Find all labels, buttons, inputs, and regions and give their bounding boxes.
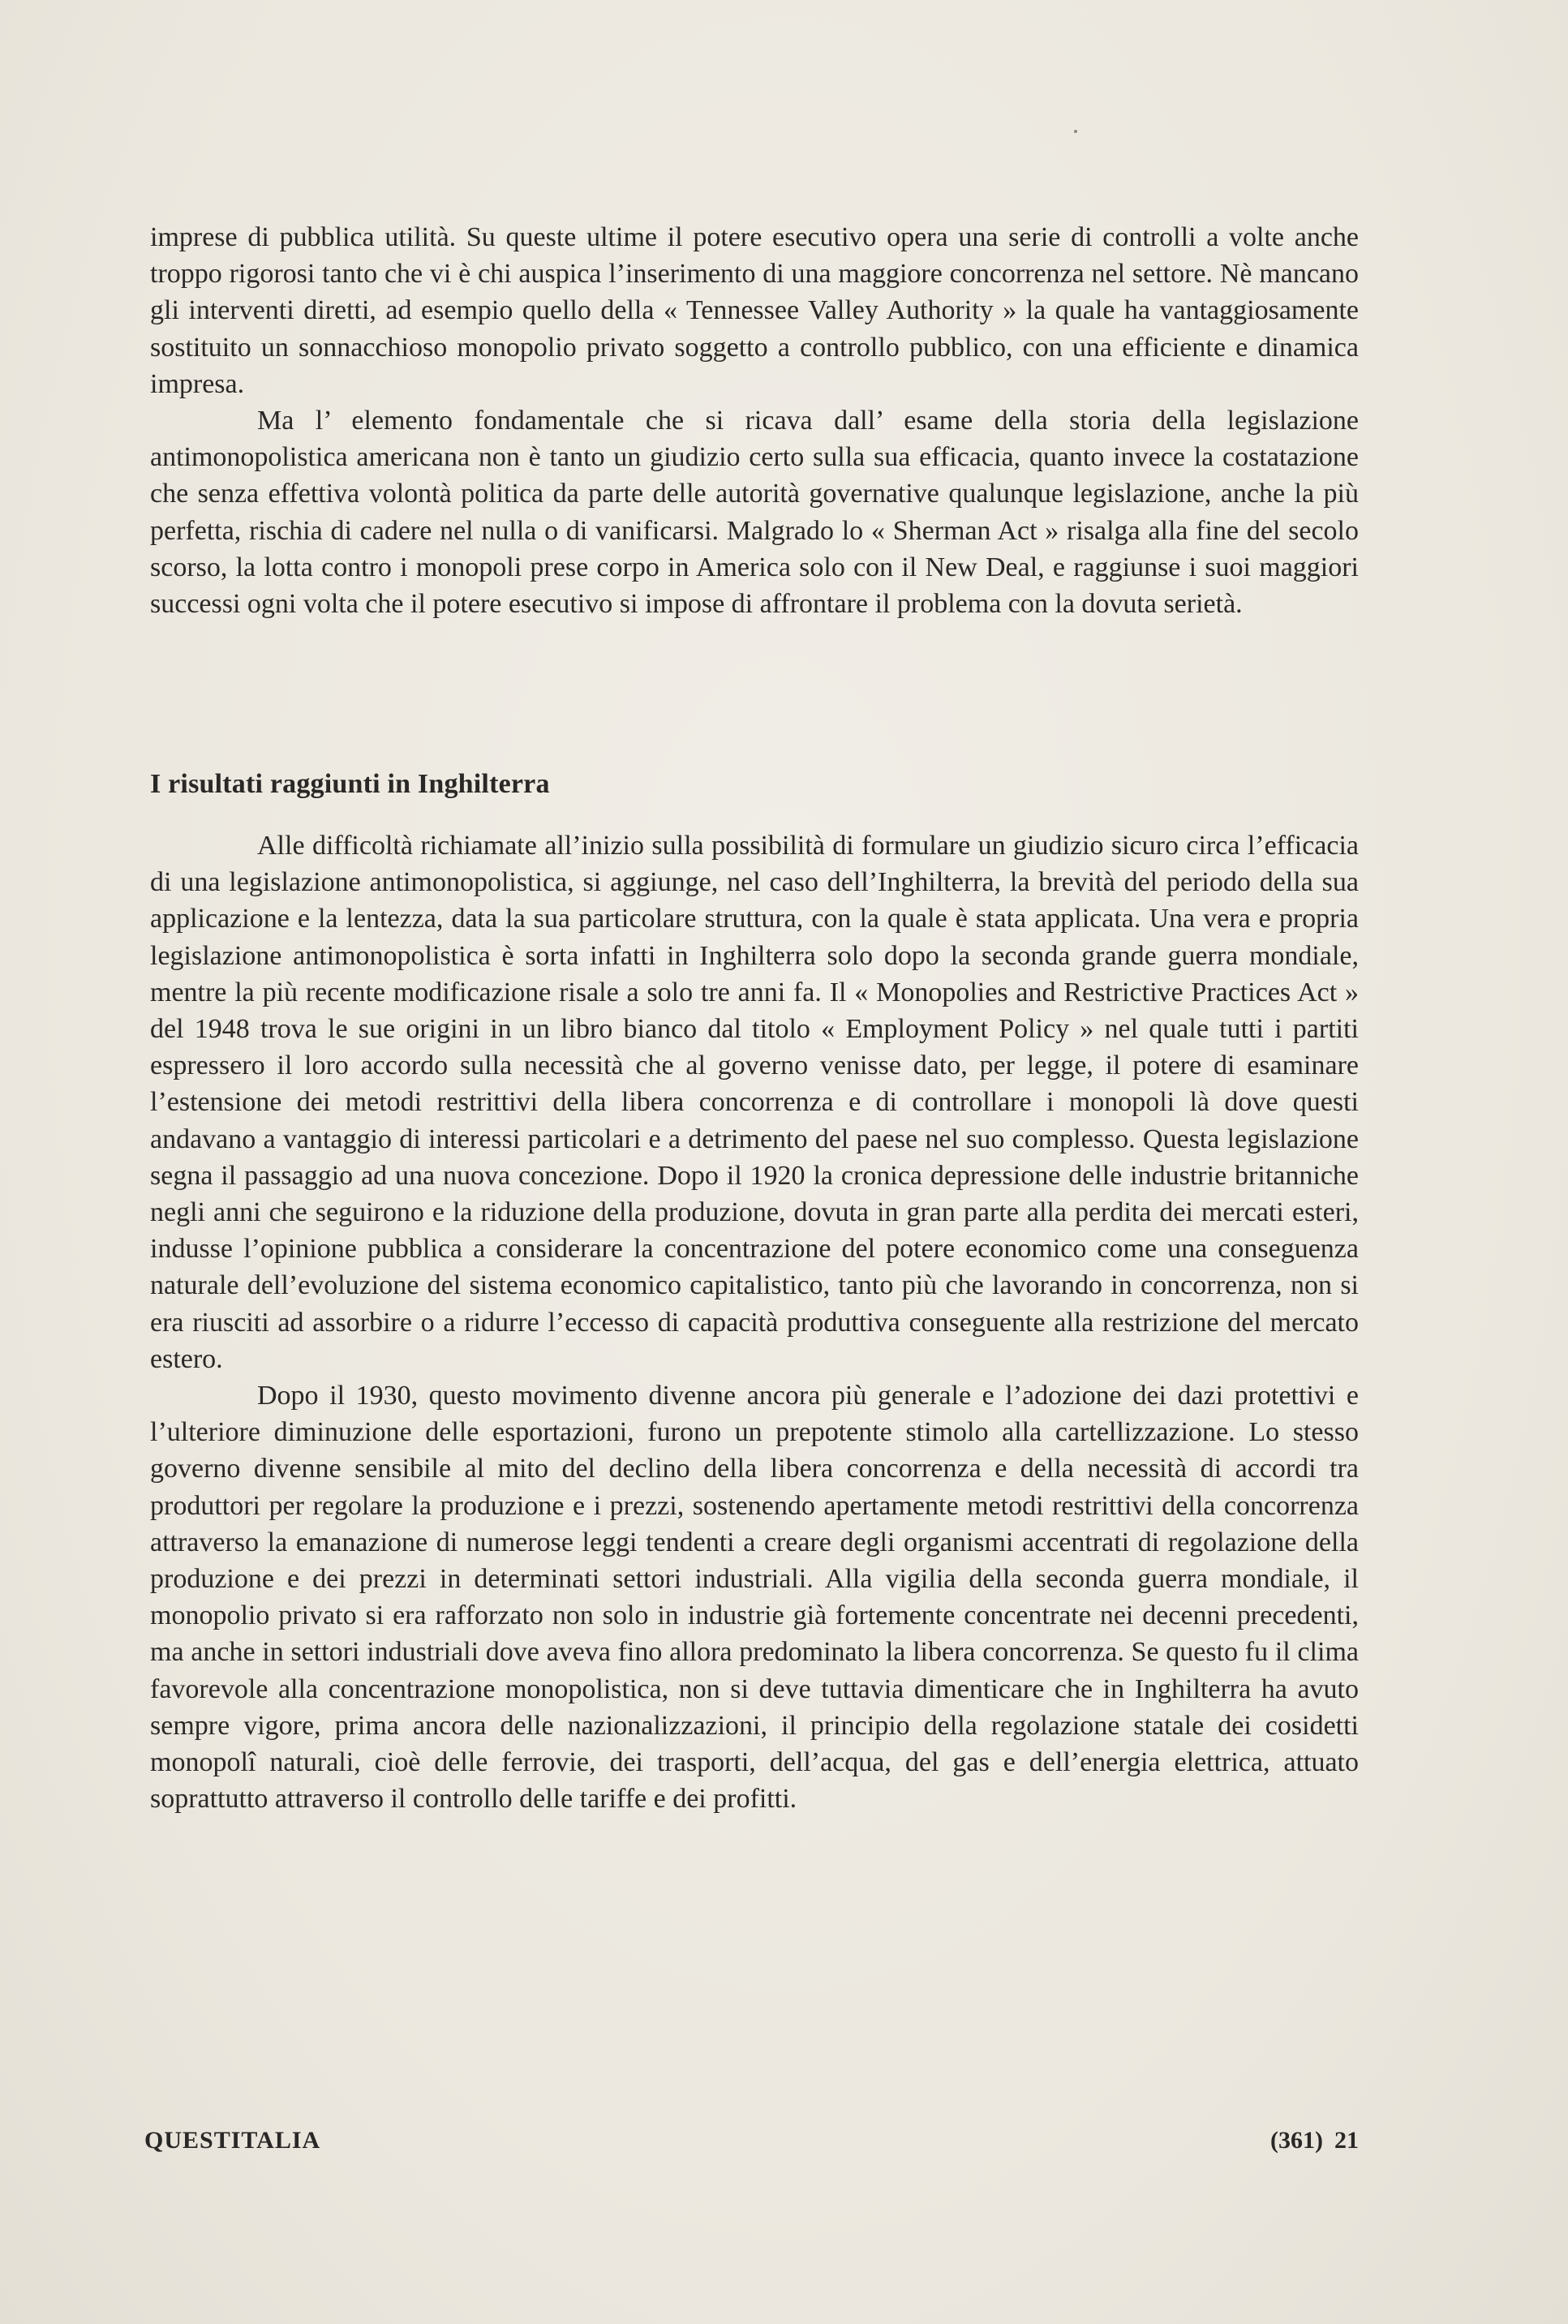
paragraph: Alle difficoltà richiamate all’inizio sulla possibilità di formulare un giudizio sicuro circa l’efficacia di una legislazione antimonopolistica, si aggiunge, nel caso dell’Inghilterra, la brevità del periodo della sua applicazione e la lentezza, data la sua particolare struttura, con la quale è stata applicata. Una vera e propria legislazione antimonopolistica è sorta infatti in Inghilterra solo dopo la seconda grande guerra mondiale, mentre la più recente modificazione risale a solo tre anni fa. Il « Monopolies and Restrictive Practices Act » del 1948 trova le sue origini in un libro bianco dal titolo « Employment Policy » nel quale tutti i partiti espressero il loro accordo sulla necessità che al governo venisse dato, per legge, il potere di esaminare l’estensione dei metodi restrittivi della libera concorrenza e di controllare i monopoli là dove questi andavano a vantaggio di interessi particolari e a detrimento del paese nel suo complesso. Questa legislazione segna il passaggio ad una nuova concezione. Dopo il 1920 la cronica depressione delle industrie britanniche negli anni che seguirono e la riduzione della produzione, dovuta in gran parte alla perdita dei mercati esteri, indusse l’opinione pubblica a considerare la concentrazione del potere economico come una conseguenza naturale dell’evoluzione del sistema economico capitalistico, tanto più che lavorando in concorrenza, non si era riusciti ad assorbire o a ridurre l’eccesso di capacità produttiva conseguente alla restrizione del mercato estero. — [150, 831, 1359, 1374]
paragraph: Ma l’ elemento fondamentale che si ricava dall’ esame della storia della legislazione antimonopolistica americana non è tanto un giudizio certo sulla sua efficacia, quanto invece la costatazione che senza effettiva volontà politica da parte delle autorità governative qualunque legislazione, anche la più perfetta, rischia di cadere nel nulla o di vanificarsi. Malgrado lo « Sherman Act » risalga alla fine del secolo scorso, la lotta contro i monopoli prese corpo in America solo con il New Deal, e raggiunse i suoi maggiori successi ogni volta che il potere esecutivo si impose di affrontare il problema con la dovuta serietà. — [150, 406, 1359, 620]
body-text-bottom — [150, 827, 1359, 1817]
paragraph: Dopo il 1930, questo movimento divenne ancora più generale e l’adozione dei dazi protettivi e l’ulteriore diminuzione delle esportazioni, furono un prepotente stimolo alla cartellizzazione. Lo stesso governo divenne sensibile al mito del declino della libera concorrenza e della necessità di accordi tra produttori per regolare la produzione e i prezzi, sostenendo apertamente metodi restrittivi della concorrenza attraverso la emanazione di numerose leggi tendenti a creare degli organismi accentrati di regolazione della produzione e dei prezzi in determinati settori industriali. Alla vigilia della seconda guerra mondiale, il monopolio privato si era rafforzato non solo in industrie già fortemente concentrate nei decenni precedenti, ma anche in settori industriali dove aveva fino allora predominato la libera concorrenza. Se questo fu il clima favorevole alla concentrazione monopolistica, non si deve tuttavia dimenticare che in Inghilterra ha avuto sempre vigore, prima ancora delle nazionalizzazioni, il principio della regolazione statale dei cosidetti monopolî naturali, cioè delle ferrovie, dei trasporti, dell’acqua, del gas e dell’energia elettrica, attuato soprattutto attraverso il controllo delle tariffe e dei profitti. — [150, 1381, 1359, 1815]
page-number: 21 — [1334, 2127, 1359, 2154]
journal-name: QUESTITALIA — [144, 2127, 321, 2154]
body-text-top — [150, 219, 1359, 622]
page-footer-number — [1259, 2127, 1359, 2154]
paragraph: imprese di pubblica utilità. Su queste ultime il potere esecutivo opera una serie di controlli a volte anche troppo rigorosi tanto che vi è chi auspica l’inserimento di una maggiore concorrenza nel settore. Nè mancano gli interventi diretti, ad esempio quello della « Tennessee Valley Authority » la quale ha vantaggiosamente sostituito un sonnacchioso monopolio privato soggetto a controllo pubblico, con una efficiente e dinamica impresa. — [150, 222, 1359, 399]
paper-speck — [1074, 130, 1077, 133]
section-heading: I risultati raggiunti in Inghilterra — [150, 769, 550, 799]
issue-page: (361) — [1270, 2127, 1323, 2154]
